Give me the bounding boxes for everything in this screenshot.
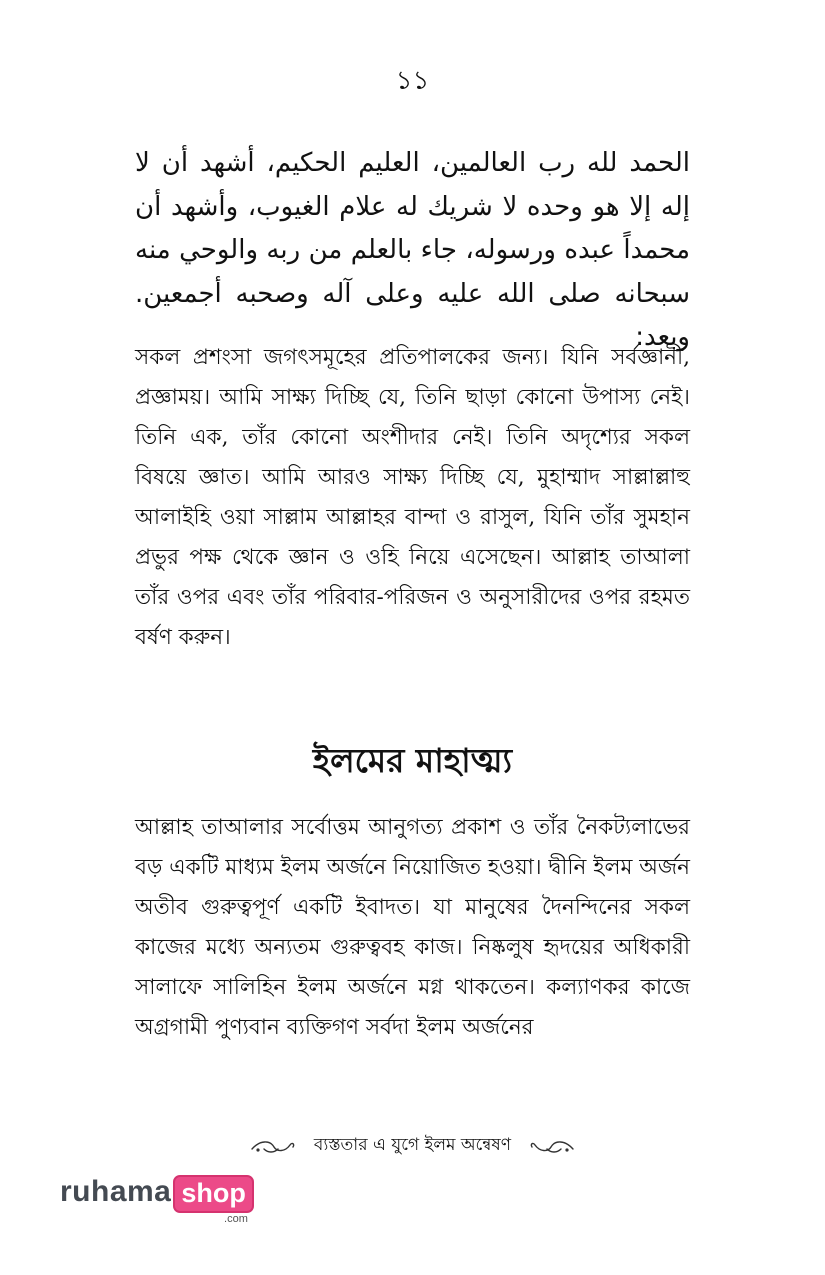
book-title: ব্যস্ততার এ যুগে ইলম অন্বেষণ xyxy=(313,1135,512,1155)
bengali-translation-paragraph: সকল প্রশংসা জগৎসমূহের প্রতিপালকের জন্য। যিনি সর্বজ্ঞানী, প্রজ্ঞাময়। আমি সাক্ষ্য দিচ্ছি যে, তিনি ছাড়া কোনো উপাস্য নেই। তিনি এক, তাঁর কোনো অংশীদার নেই। তিনি অদৃশ্যের সকল বিষয়ে জ্ঞাত। আমি আরও সাক্ষ্য দিচ্ছি যে, মুহাম্মাদ সাল্লাল্লাহু আলাইহি ওয়া সাল্লাম আল্লাহর বান্দা ও রাসুল, যিনি তাঁর সুমহান প্রভুর পক্ষ থেকে জ্ঞান ও ওহি নিয়ে এসেছেন। আল্লাহ তাআলা তাঁর ওপর এবং তাঁর পরিবার-পরিজন ও অনুসারীদের ওপর রহমত বর্ষণ করুন। xyxy=(135,345,690,650)
page-number: ১১ xyxy=(395,66,430,96)
arabic-opening-praise: الحمد لله رب العالمين، العليم الحكيم، أشهد أن لا إله إلا هو وحده لا شريك له علام الغيوب، وأشهد أن محمداً عبده ورسوله، جاء بالعلم من ربه والوحي منه سبحانه صلى الله عليه وعلى آله وصحبه أجمعين. وبعد: xyxy=(135,148,690,352)
section-heading: ইলমের মাহাত্ম্য xyxy=(312,741,513,780)
logo-text-domain: .com xyxy=(224,1213,248,1225)
ruhamashop-watermark-logo xyxy=(60,1175,254,1225)
right-flourish-icon xyxy=(529,1136,575,1156)
logo-shop-badge xyxy=(173,1175,254,1225)
left-flourish-icon xyxy=(250,1136,296,1156)
logo-text-ruhama: ruhama xyxy=(60,1175,172,1208)
body-paragraph: আল্লাহ তাআলার সর্বোত্তম আনুগত্য প্রকাশ ও তাঁর নৈকট্যলাভের বড় একটি মাধ্যম ইলম অর্জনে নিয়োজিত হওয়া। দ্বীনি ইলম অর্জন অতীব গুরুত্বপূর্ণ একটি ইবাদত। যা মানুষের দৈনন্দিনের সকল কাজের মধ্যে অন্যতম গুরুত্ববহ কাজ। নিষ্কলুষ হৃদয়ের অধিকারী সালাফে সালিহিন ইলম অর্জনে মগ্ন থাকতেন। কল্যাণকর কাজে অগ্রগামী পুণ্যবান ব্যক্তিগণ সর্বদা ইলম অর্জনের xyxy=(135,815,690,1040)
running-footer xyxy=(0,1132,825,1160)
logo-text-shop: shop xyxy=(173,1175,254,1213)
